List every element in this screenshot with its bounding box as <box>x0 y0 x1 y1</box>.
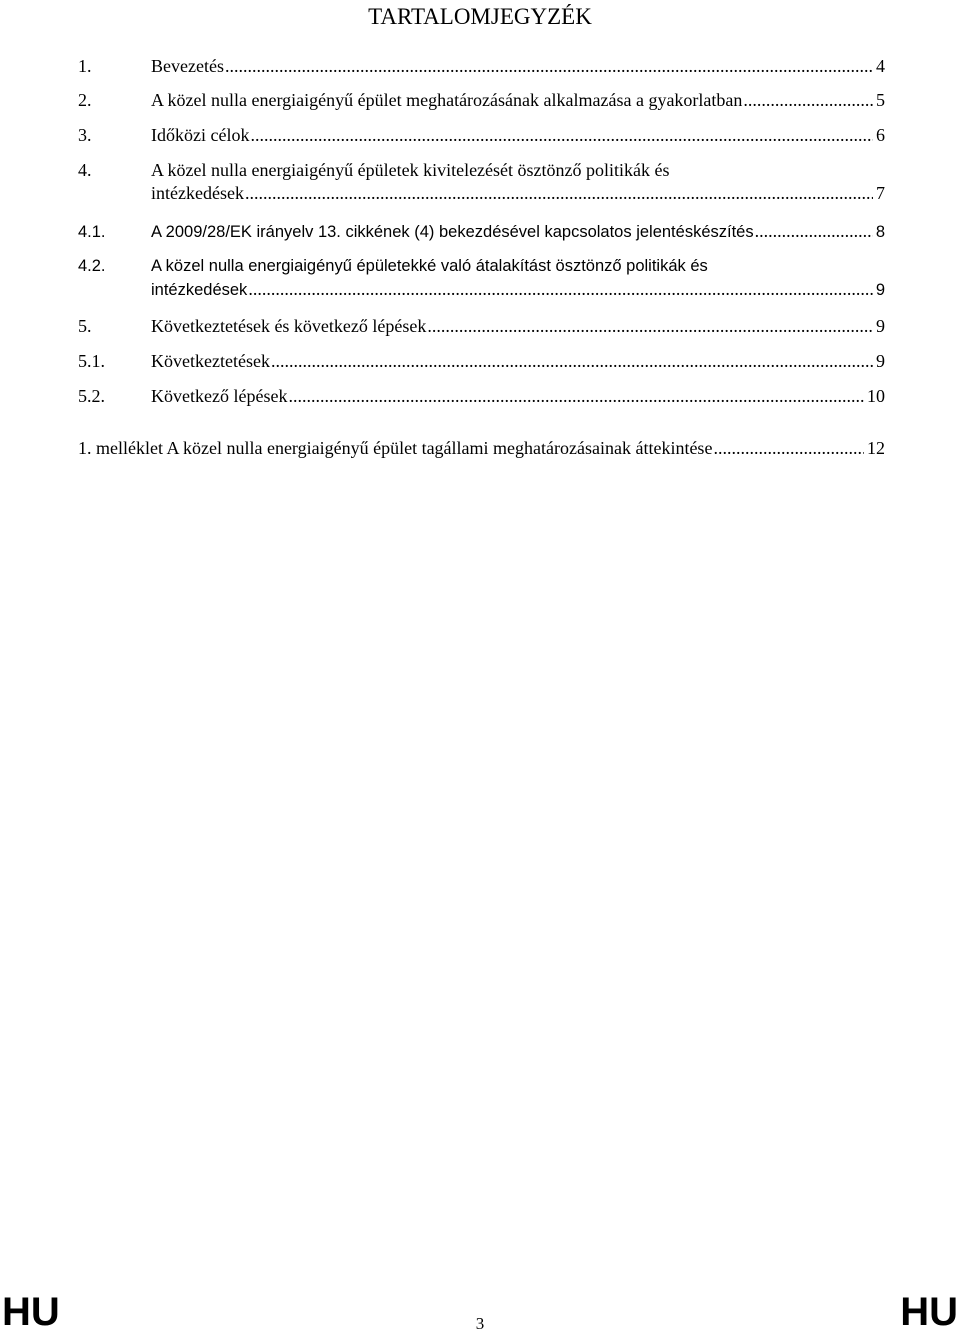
toc-leader-dots <box>250 124 873 147</box>
toc-page-number: 10 <box>867 386 885 406</box>
toc-page-number: 9 <box>876 351 885 371</box>
toc-label: Időközi célok <box>151 125 250 145</box>
footer-page-number: 3 <box>475 1314 485 1333</box>
toc-entry-5-2[interactable] <box>78 385 885 408</box>
toc-entry-4-1[interactable] <box>78 220 885 243</box>
toc-leader-dots <box>248 278 873 301</box>
toc-page-number: 9 <box>876 316 885 336</box>
toc-page-number: 12 <box>867 438 885 458</box>
toc-label-line1: A közel nulla energiaigényű épületekké való átalakítást ösztönző politikák és <box>151 257 708 275</box>
page-title: TARTALOMJEGYZÉK <box>368 4 592 29</box>
toc-page-number: 8 <box>875 223 885 241</box>
toc-entry-1[interactable] <box>78 55 885 78</box>
toc-number: 1. <box>78 56 92 76</box>
toc-label-line2: intézkedések <box>151 183 244 203</box>
toc-number: 4. <box>78 160 92 180</box>
toc-page-number: 4 <box>876 56 885 76</box>
toc-entry-3[interactable] <box>78 124 885 147</box>
toc-leader-dots <box>713 437 864 460</box>
toc-entry-4-2[interactable] <box>78 255 885 301</box>
footer-language-code-right: HU <box>900 1290 958 1334</box>
footer-language-code-left: HU <box>2 1290 60 1334</box>
toc-label-line1: A közel nulla energiaigényű épületek kivitelezését ösztönző politikák és <box>151 160 670 180</box>
toc-leader-dots <box>225 55 873 78</box>
toc-label: 1. melléklet A közel nulla energiaigényű épület tagállami meghatározásainak áttekintése <box>78 438 713 458</box>
toc-entry-annex-1[interactable] <box>78 437 885 460</box>
toc-leader-dots <box>271 350 873 373</box>
toc-label: Következő lépések <box>151 386 288 406</box>
toc-number: 5.1. <box>78 351 105 371</box>
toc-leader-dots <box>755 220 873 243</box>
toc-number: 2. <box>78 90 92 110</box>
toc-number: 5. <box>78 316 92 336</box>
toc-entry-2[interactable] <box>78 89 885 112</box>
toc-entry-5[interactable] <box>78 315 885 338</box>
toc-page-number: 9 <box>875 281 885 299</box>
toc-label: Bevezetés <box>151 56 224 76</box>
toc-label-line2: intézkedések <box>151 281 248 299</box>
toc-entry-4[interactable] <box>78 159 885 205</box>
toc-leader-dots <box>427 315 873 338</box>
toc-leader-dots <box>743 89 873 112</box>
toc-label: A közel nulla energiaigényű épület meghatározásának alkalmazása a gyakorlatban <box>151 90 743 110</box>
toc-page-number: 6 <box>876 125 885 145</box>
toc-number: 3. <box>78 125 92 145</box>
toc-number: 4.1. <box>78 223 106 241</box>
toc-page-number: 7 <box>876 183 885 203</box>
toc-number: 4.2. <box>78 257 106 275</box>
toc-label: Következtetések és következő lépések <box>151 316 427 336</box>
toc-page-number: 5 <box>876 90 885 110</box>
toc-leader-dots <box>288 385 864 408</box>
toc-leader-dots <box>245 182 873 205</box>
toc-label: Következtetések <box>151 351 270 371</box>
toc-label: A 2009/28/EK irányelv 13. cikkének (4) bekezdésével kapcsolatos jelentéskészítés <box>151 223 754 241</box>
toc-entry-5-1[interactable] <box>78 350 885 373</box>
toc-number: 5.2. <box>78 386 105 406</box>
